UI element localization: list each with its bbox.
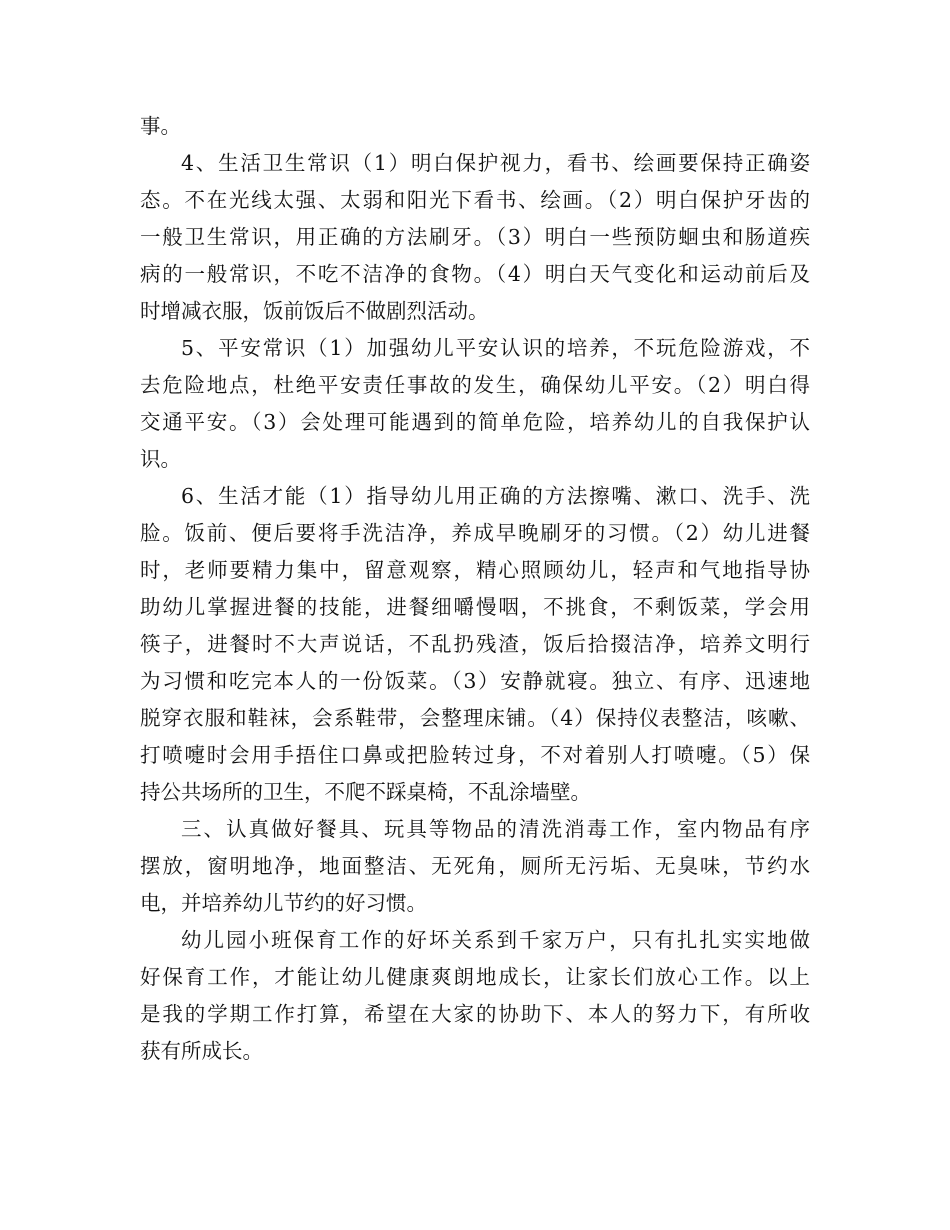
text-line: 识。: [140, 447, 181, 471]
paragraph-heading-line: 6、生活才能（1）指导幼儿用正确的方法擦嘴、漱口、洗手、洗: [181, 484, 812, 508]
paragraph-heading-line: 4、生活卫生常识（1）明白保护视力，看书、绘画要保持正确姿: [181, 151, 812, 175]
text-line: 去危险地点，杜绝平安责任事故的发生，确保幼儿平安。（2）明白得: [140, 373, 812, 397]
text-line: 时增减衣服，饭前饭后不做剧烈活动。: [140, 299, 489, 323]
text-line: 态。不在光线太强、太弱和阳光下看书、绘画。（2）明白保护牙齿的: [140, 188, 812, 212]
text-line: 交通平安。（3）会处理可能遇到的简单危险，培养幼儿的自我保护认: [140, 410, 812, 434]
paragraph-heading-line: 5、平安常识（1）加强幼儿平安认识的培养，不玩危险游戏，不: [181, 336, 812, 360]
text-line: 病的一般常识，不吃不洁净的食物。（4）明白天气变化和运动前后及: [140, 262, 812, 286]
text-line: 是我的学期工作打算，希望在大家的协助下、本人的努力下，有所收: [140, 1002, 812, 1026]
text-line: 脸。饭前、便后要将手洗洁净，养成早晚刷牙的习惯。（2）幼儿进餐: [140, 521, 812, 545]
text-line: 脱穿衣服和鞋袜，会系鞋带，会整理床铺。（4）保持仪表整洁，咳嗽、: [140, 706, 812, 730]
text-line: 持公共场所的卫生，不爬不踩桌椅，不乱涂墙壁。: [140, 780, 591, 804]
text-line: 筷子，进餐时不大声说话，不乱扔残渣，饭后拾掇洁净，培养文明行: [140, 632, 812, 656]
text-line: 助幼儿掌握进餐的技能，进餐细嚼慢咽，不挑食，不剩饭菜，学会用: [140, 595, 812, 619]
text-line: 获有所成长。: [140, 1039, 263, 1063]
text-line: 摆放，窗明地净，地面整洁、无死角，厕所无污垢、无臭味，节约水: [140, 854, 812, 878]
text-line: 为习惯和吃完本人的一份饭菜。（3）安静就寝。独立、有序、迅速地: [140, 669, 812, 693]
text-line: 事。: [140, 114, 181, 138]
text-line: 电，并培养幼儿节约的好习惯。: [140, 891, 427, 915]
text-line: 好保育工作，才能让幼儿健康爽朗地成长，让家长们放心工作。以上: [140, 965, 812, 989]
paragraph-heading-line: 幼儿园小班保育工作的好坏关系到千家万户，只有扎扎实实地做: [181, 928, 813, 952]
text-line: 打喷嚏时会用手捂住口鼻或把脸转过身，不对着别人打喷嚏。（5）保: [140, 743, 812, 767]
text-line: 一般卫生常识，用正确的方法刷牙。（3）明白一些预防蛔虫和肠道疾: [140, 225, 812, 249]
paragraph-heading-line: 三、认真做好餐具、玩具等物品的清洗消毒工作，室内物品有序: [181, 817, 813, 841]
text-line: 时，老师要精力集中，留意观察，精心照顾幼儿，轻声和气地指导协: [140, 558, 812, 582]
